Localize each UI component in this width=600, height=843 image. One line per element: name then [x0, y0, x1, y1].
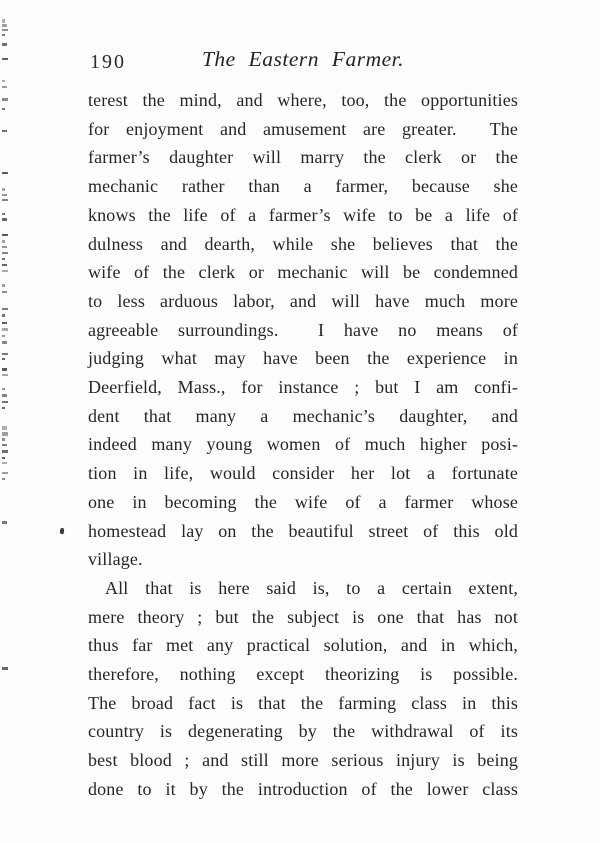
binding-mark: [2, 80, 5, 82]
binding-mark: [2, 358, 5, 360]
binding-mark: [2, 472, 8, 474]
binding-mark: [2, 86, 7, 88]
text-line: homestead lay on the beautiful street of this old: [88, 520, 518, 541]
binding-mark: [2, 258, 5, 260]
text-line: indeed many young women of much higher posi-: [88, 434, 518, 455]
text-line: dulness and dearth, while she believes that the: [88, 233, 518, 254]
binding-mark: [2, 246, 7, 248]
binding-mark: [2, 108, 5, 110]
text-line: done to it by the introduction of the lower class: [88, 778, 518, 799]
binding-mark: [2, 394, 7, 397]
binding-mark: [2, 270, 8, 272]
text-line: mere theory ; but the subject is one that has not: [88, 606, 518, 627]
binding-mark: [2, 328, 8, 331]
text-line: terest the mind, and where, too, the opportunities: [88, 90, 518, 110]
binding-mark: [2, 521, 7, 524]
binding-mark: [2, 199, 8, 201]
text-line: All that is here said is, to a certain extent,: [105, 577, 518, 598]
binding-mark: [2, 264, 7, 266]
binding-mark: [2, 462, 7, 464]
text-line: Deerfield, Mass., for instance ; but I am confi-: [88, 377, 518, 398]
binding-mark: [2, 341, 7, 344]
binding-mark: [2, 58, 8, 60]
binding-mark: [2, 407, 5, 409]
binding-mark: [2, 444, 7, 446]
text-line: thus far met any practical solution, and in which,: [88, 635, 518, 656]
text-line: country is degenerating by the withdrawal of its: [88, 721, 518, 742]
text-line: village.: [88, 549, 143, 570]
body-text: [88, 86, 518, 804]
text-line: therefore, nothing except theorizing is possible.: [88, 664, 518, 685]
binding-mark: [2, 43, 7, 46]
binding-mark: [2, 450, 8, 453]
page-number: 190: [90, 51, 126, 73]
text-line: wife of the clerk or mechanic will be condemned: [88, 262, 518, 283]
binding-mark: [2, 19, 5, 23]
binding-mark: [2, 24, 7, 27]
text-line: dent that many a mechanic’s daughter, and: [88, 405, 518, 426]
text-line: for enjoyment and amusement are greater. The: [88, 118, 518, 139]
binding-mark: [2, 457, 5, 459]
binding-mark: [2, 98, 8, 101]
binding-mark: [2, 432, 8, 436]
binding-mark: [2, 234, 8, 236]
binding-mark: [2, 29, 8, 31]
binding-mark: [2, 374, 8, 376]
binding-mark: [2, 478, 5, 480]
binding-mark: [2, 218, 7, 221]
binding-mark: [2, 172, 8, 174]
text-line: judging what may have been the experience in: [88, 348, 518, 369]
text-line: The broad fact is that the farming class in this: [88, 692, 518, 713]
running-title: The Eastern Farmer.: [201, 47, 405, 71]
binding-mark: [2, 314, 5, 317]
binding-mark: [2, 284, 5, 287]
text-line: mechanic rather than a farmer, because she: [88, 176, 518, 197]
text-line: one in becoming the wife of a farmer whose: [88, 491, 518, 512]
binding-mark: [2, 34, 5, 36]
binding-mark: [2, 388, 5, 390]
binding-mark: [2, 322, 7, 324]
text-line: tion in life, would consider her lot a fortunate: [88, 463, 518, 484]
text-line: farmer’s daughter will marry the clerk or the: [88, 147, 518, 168]
binding-mark: [2, 368, 7, 371]
margin-speck: [60, 528, 65, 534]
text-line: agreeable surroundings. I have no means of: [88, 319, 518, 340]
binding-mark: [2, 130, 7, 132]
binding-mark: [2, 252, 8, 254]
text-line: to less arduous labor, and will have much more: [88, 290, 518, 311]
page-header: [88, 47, 518, 77]
binding-mark: [2, 188, 5, 191]
binding-mark: [2, 438, 5, 441]
binding-mark: [2, 291, 7, 293]
text-line: best blood ; and still more serious injury is being: [88, 750, 518, 771]
binding-mark: [2, 213, 5, 215]
binding-mark: [2, 240, 5, 243]
binding-mark: [2, 308, 8, 310]
text-line: knows the life of a farmer’s wife to be a life of: [88, 204, 518, 225]
binding-mark: [2, 194, 7, 196]
binding-mark: [2, 353, 8, 355]
binding-mark: [2, 401, 8, 403]
binding-mark: [2, 335, 5, 337]
binding-mark: [2, 426, 7, 430]
binding-mark: [2, 667, 8, 670]
